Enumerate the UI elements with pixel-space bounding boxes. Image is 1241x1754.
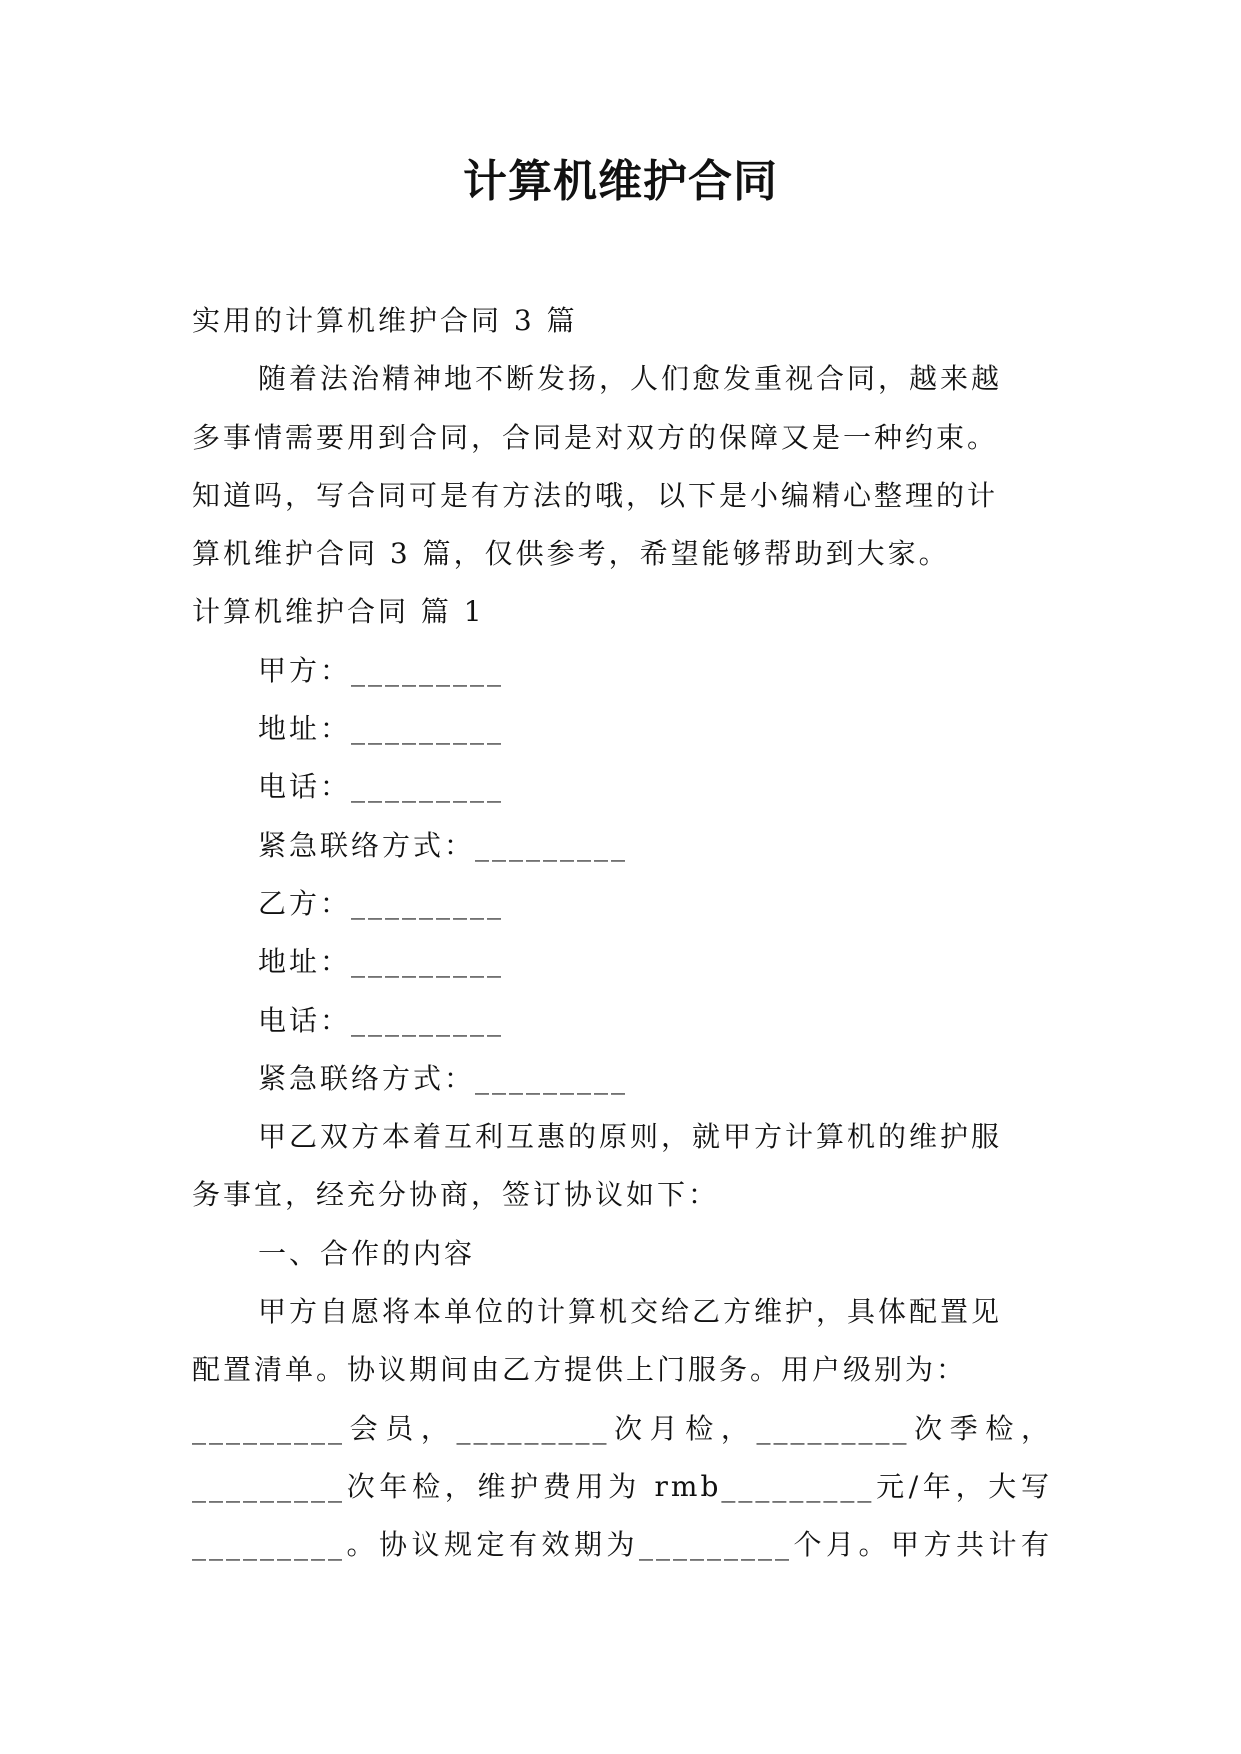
cooperation-paragraph-line-1: 甲方自愿将本单位的计算机交给乙方维护，具体配置见 <box>258 1295 1003 1329</box>
document-title: 计算机维护合同 <box>463 156 778 207</box>
cooperation-paragraph-line-4: _________次年检，维护费用为 rmb_________元/年，大写 <box>192 1469 1052 1503</box>
intro-paragraph-line-3: 知道吗，写合同可是有方法的哦，以下是小编精心整理的计 <box>192 478 999 512</box>
document-body <box>192 292 1052 1575</box>
party-a-phone-field: 电话：_________ <box>258 770 505 804</box>
intro-paragraph-line-2: 多事情需要用到合同，合同是对双方的保障又是一种约束。 <box>192 420 999 454</box>
party-b-emergency-contact-field: 紧急联络方式：_________ <box>258 1061 629 1095</box>
section-heading-cooperation: 一、合作的内容 <box>258 1236 476 1270</box>
party-b-name-field: 乙方：_________ <box>258 886 505 920</box>
section-heading-contract-1: 计算机维护合同 篇 1 <box>192 595 485 629</box>
cooperation-paragraph-line-2: 配置清单。协议期间由乙方提供上门服务。用户级别为： <box>192 1353 968 1387</box>
agreement-paragraph-line-2: 务事宜，经充分协商，签订协议如下： <box>192 1178 720 1212</box>
intro-paragraph-line-4: 算机维护合同 3 篇，仅供参考，希望能够帮助到大家。 <box>192 537 950 571</box>
agreement-paragraph-line-1: 甲乙双方本着互利互惠的原则，就甲方计算机的维护服 <box>258 1120 1003 1154</box>
cooperation-paragraph-line-3: _________会员，_________次月检，_________次季检， <box>192 1411 1052 1445</box>
intro-heading: 实用的计算机维护合同 3 篇 <box>192 304 578 337</box>
party-b-phone-field: 电话：_________ <box>258 1003 505 1037</box>
intro-paragraph-line-1: 随着法治精神地不断发扬，人们愈发重视合同，越来越 <box>258 362 1003 396</box>
party-a-address-field: 地址：_________ <box>258 712 505 746</box>
party-a-emergency-contact-field: 紧急联络方式：_________ <box>258 828 629 862</box>
cooperation-paragraph-line-5: _________。协议规定有效期为_________个月。甲方共计有 <box>192 1528 1052 1562</box>
party-b-address-field: 地址：_________ <box>258 945 505 979</box>
party-a-name-field: 甲方：_________ <box>258 653 505 687</box>
